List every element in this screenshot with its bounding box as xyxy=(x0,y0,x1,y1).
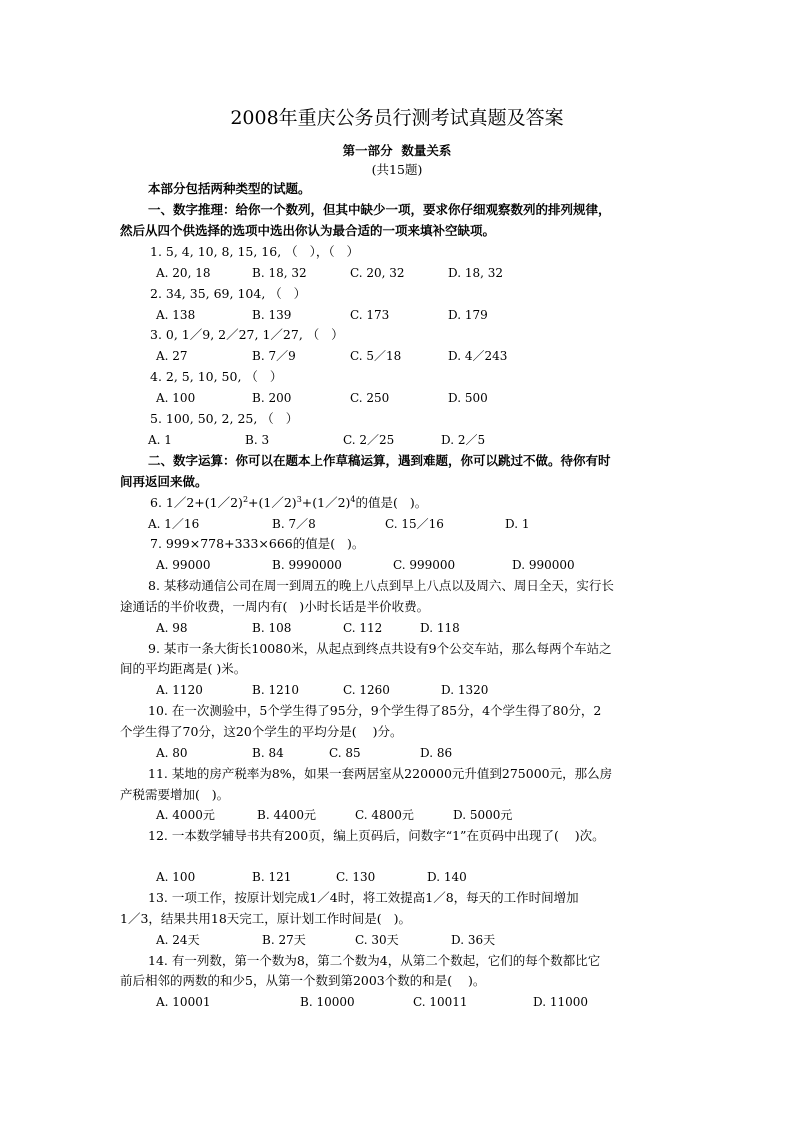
question-8-line2: 途通话的半价收费，一周内有( )小时长话是半价收费。 xyxy=(120,599,430,614)
q7-option-b: B. 9990000 xyxy=(272,558,342,572)
question-6: 6. 1／2+(1／2)$^2$+(1／2)$^3$+(1／2)$^4$的值是( )。 xyxy=(150,495,428,510)
q5-option-a: A. 1 xyxy=(148,433,172,447)
q14-option-c: C. 10011 xyxy=(413,995,468,1009)
q6-option-d: D. 1 xyxy=(505,517,530,531)
question-9-line2: 间的平均距离是( )米。 xyxy=(120,661,247,676)
q7-option-c: C. 999000 xyxy=(393,558,456,572)
question-11-line2: 产税需要增加( )。 xyxy=(120,787,230,802)
question-8-line1: 8. 某移动通信公司在周一到周五的晚上八点到早上八点以及周六、周日全天，实行长 xyxy=(148,578,614,593)
question-7: 7. 999×778+333×666的值是( )。 xyxy=(150,536,365,551)
question-13-line2: 1／3，结果共用18天完工，原计划工作时间是( )。 xyxy=(120,911,411,926)
q6-option-b: B. 7／8 xyxy=(272,517,316,531)
question-4: 4. 2, 5, 10, 50, （ ） xyxy=(150,369,283,384)
q5-option-b: B. 3 xyxy=(245,433,270,447)
q4-option-a: A. 100 xyxy=(156,391,196,405)
question-10-line1: 10. 在一次测验中，5个学生得了95分，9个学生得了85分，4个学生得了80分，2 xyxy=(148,703,602,718)
q10-option-d: D. 86 xyxy=(420,746,453,760)
q4-option-d: D. 500 xyxy=(448,391,488,405)
q1-option-d: D. 18, 32 xyxy=(448,266,503,280)
q14-option-d: D. 11000 xyxy=(533,995,588,1009)
q5-option-c: C. 2／25 xyxy=(343,433,395,447)
part-count: (共15题) xyxy=(371,162,423,177)
part-intro: 本部分包括两种类型的试题。 xyxy=(148,181,311,196)
q5-option-d: D. 2／5 xyxy=(441,433,486,447)
q13-option-a: A. 24天 xyxy=(156,933,200,947)
q8-option-a: A. 98 xyxy=(156,621,188,635)
q3-option-c: C. 5／18 xyxy=(350,349,402,363)
q6-option-c: C. 15／16 xyxy=(385,517,444,531)
q3-option-b: B. 7／9 xyxy=(252,349,296,363)
question-13-line1: 13. 一项工作，按原计划完成1／4时，将工效提高1／8，每天的工作时间增加 xyxy=(148,890,579,905)
q14-option-b: B. 10000 xyxy=(300,995,355,1009)
q9-option-b: B. 1210 xyxy=(252,683,299,697)
document-title: 2008年重庆公务员行测考试真题及答案 xyxy=(230,107,564,129)
q12-option-c: C. 130 xyxy=(336,870,376,884)
section2-instruction-line2: 间再返回来做。 xyxy=(120,474,208,489)
q14-option-a: A. 10001 xyxy=(156,995,211,1009)
question-9-line1: 9. 某市一条大街长10080米，从起点到终点共设有9个公交车站，那么每两个车站之 xyxy=(148,641,612,656)
q4-option-b: B. 200 xyxy=(252,391,292,405)
q7-option-a: A. 99000 xyxy=(156,558,211,572)
q13-option-b: B. 27天 xyxy=(262,933,306,947)
q2-option-a: A. 138 xyxy=(156,308,196,322)
q9-option-c: C. 1260 xyxy=(343,683,390,697)
section2-instruction-line1: 二、数字运算：你可以在题本上作草稿运算，遇到难题，你可以跳过不做。待你有时 xyxy=(148,453,611,468)
q12-option-b: B. 121 xyxy=(252,870,292,884)
question-12: 12. 一本数学辅导书共有200页，编上页码后，问数字“1”在页码中出现了( )次。 xyxy=(148,828,605,843)
q6-option-a: A. 1／16 xyxy=(148,517,200,531)
q2-option-d: D. 179 xyxy=(448,308,488,322)
q2-option-c: C. 173 xyxy=(350,308,390,322)
question-1: 1. 5, 4, 10, 8, 15, 16, （ ），（ ） xyxy=(150,244,359,259)
q8-option-b: B. 108 xyxy=(252,621,292,635)
q11-option-b: B. 4400元 xyxy=(257,808,316,822)
q8-option-c: C. 112 xyxy=(343,621,383,635)
question-11-line1: 11. 某地的房产税率为8%，如果一套两居室从220000元升值到275000元，那么房 xyxy=(148,766,613,781)
question-14-line2: 前后相邻的两数的和少5，从第一个数到第2003个数的和是( )。 xyxy=(120,973,486,988)
q11-option-a: A. 4000元 xyxy=(156,808,215,822)
q10-option-a: A. 80 xyxy=(156,746,188,760)
q3-option-d: D. 4／243 xyxy=(448,349,508,363)
section1-instruction-line1: 一、数字推理：给你一个数列，但其中缺少一项，要求你仔细观察数列的排列规律， xyxy=(148,202,611,217)
section1-instruction-line2: 然后从四个供选择的选项中选出你认为最合适的一项来填补空缺项。 xyxy=(120,223,496,238)
question-10-line2: 个学生得了70分，这20个学生的平均分是( )分。 xyxy=(120,724,403,739)
q13-option-c: C. 30天 xyxy=(355,933,399,947)
q10-option-c: C. 85 xyxy=(329,746,361,760)
q1-option-a: A. 20, 18 xyxy=(156,266,211,280)
question-2: 2. 34, 35, 69, 104, （ ） xyxy=(150,286,307,301)
q4-option-c: C. 250 xyxy=(350,391,390,405)
q12-option-a: A. 100 xyxy=(156,870,196,884)
q9-option-a: A. 1120 xyxy=(156,683,203,697)
q10-option-b: B. 84 xyxy=(252,746,284,760)
q7-option-d: D. 990000 xyxy=(512,558,575,572)
question-5: 5. 100, 50, 2, 25, （ ） xyxy=(150,411,299,426)
q1-option-c: C. 20, 32 xyxy=(350,266,405,280)
q12-option-d: D. 140 xyxy=(427,870,467,884)
q13-option-d: D. 36天 xyxy=(451,933,496,947)
q1-option-b: B. 18, 32 xyxy=(252,266,307,280)
q8-option-d: D. 118 xyxy=(420,621,460,635)
question-14-line1: 14. 有一列数，第一个数为8，第二个数为4，从第二个数起，它们的每个数都比它 xyxy=(148,953,601,968)
q11-option-d: D. 5000元 xyxy=(453,808,513,822)
question-3: 3. 0, 1／9, 2／27, 1／27, （ ） xyxy=(150,327,344,342)
q3-option-a: A. 27 xyxy=(156,349,188,363)
q11-option-c: C. 4800元 xyxy=(355,808,414,822)
q2-option-b: B. 139 xyxy=(252,308,292,322)
part-title: 第一部分 数量关系 xyxy=(342,143,452,158)
q9-option-d: D. 1320 xyxy=(441,683,489,697)
